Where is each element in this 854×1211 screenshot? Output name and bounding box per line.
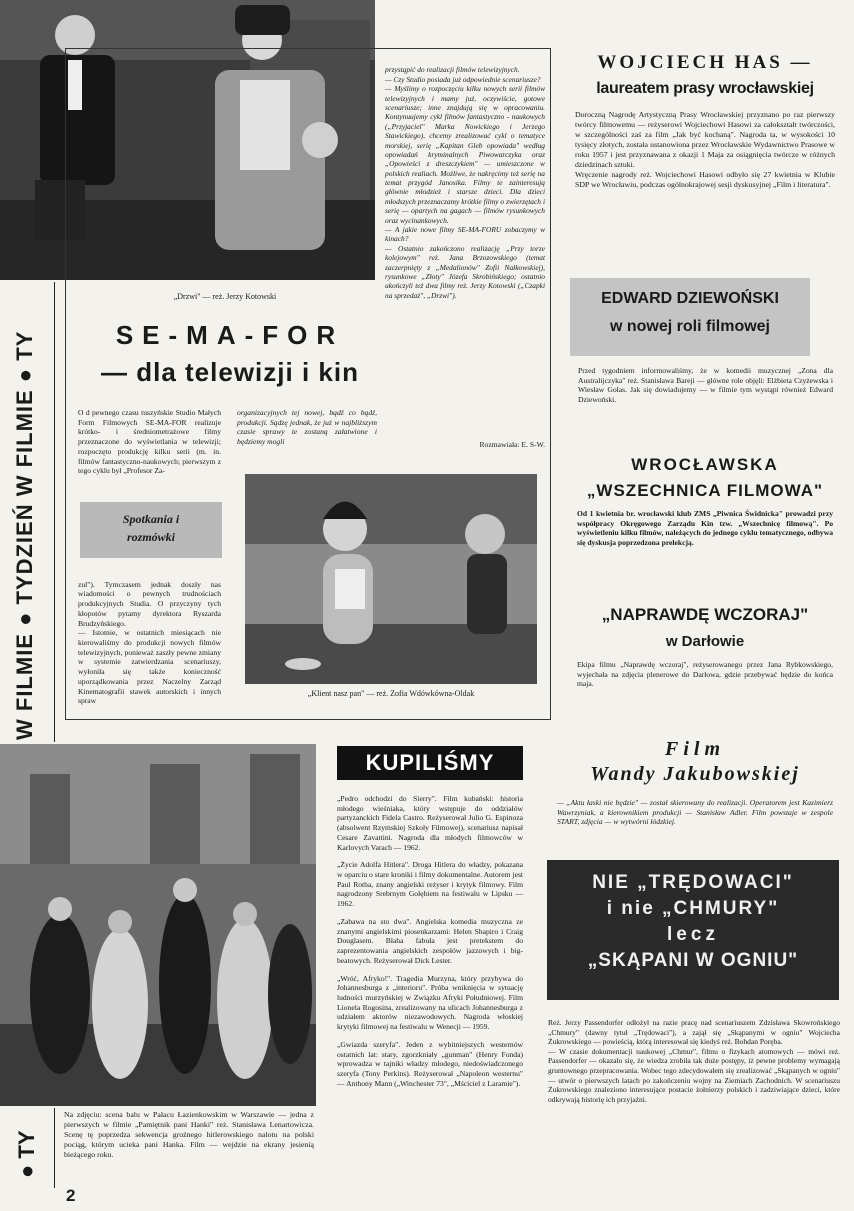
- photo-ball: [0, 744, 316, 1106]
- spotkania-box: [80, 502, 222, 558]
- semafor-title-line1: SE-MA-FOR: [115, 320, 345, 350]
- semafor-title-line2: — dla telewizji i kin: [101, 357, 359, 387]
- kupilismy-item: „Życie Adolfa Hitlera". Droga Hitlera do władzy, pokazana w oparciu o stare kroniki i filmy dokumentalne. Autorem jest Paul Rotha, znany angielski reżyser i krytyk filmowy. Film nagrodzony Srebrnym Gołębiem na festiwalu w Lipsku — 1962.: [337, 860, 524, 909]
- wanda-section: [545, 738, 845, 827]
- wanda-title-2: Wandy Jakubowskiej: [590, 763, 800, 785]
- skapani-title-3: lecz: [667, 924, 719, 945]
- skapani-box: [547, 860, 839, 1000]
- wszechnica-body: Od 1 kwietnia br. wrocławski klub ZMS „Piwnica Świdnicka" prowadzi przy współpracy Okręgowego Zarządu Kin tzw. „Wszechnicę filmową". Po wyświetleniu kilku filmów, należących do jednego cyklu tematycznego, odbywa się dyskusja poprzedzona prelekcją.: [577, 509, 833, 548]
- kupilismy-item: „Pedro odchodzi do Sierry". Film kubański: historia młodego wieśniaka, który wstępuje do oddziałów partyzanckich Fidela Castro. Reżyserował Julio G. Espinoza (absolwent Rzymskiej Szkoły Filmowej), scenariusz napisał Cesare Zavattini. Nagroda dla młodych filmowców w Karlovych Varach — 1962.: [337, 794, 523, 852]
- wczoraj-section: [565, 605, 845, 689]
- wczoraj-title-2: w Darłowie: [665, 633, 745, 650]
- has-title-1: WOJCIECH HAS —: [597, 52, 813, 73]
- dziewonski-title-1: EDWARD DZIEWOŃSKI: [601, 290, 779, 307]
- sidebar-strip: [4, 282, 55, 742]
- semafor-title: [80, 320, 380, 388]
- interview-signature: Rozmawiała: E. S-W.: [479, 440, 545, 449]
- ball-caption: Na zdjęciu: scena balu w Pałacu Łazienkowskim w Warszawie — jedna z pierwszych w filmie „Pamiętnik pani Hanki" reż. Stanisława Lenartowicza. Scenę tę poprzedza sekwencja groźnego hitlerowskiego nalotu na polski pociąg, którym ucieka pani Hanka. Film — wejdzie na ekrany jesienią bieżącego roku.: [64, 1110, 314, 1159]
- kupilismy-title: KUPILIŚMY: [365, 750, 495, 775]
- skapani-title-1: NIE „TRĘDOWACI": [592, 872, 794, 893]
- semafor-body-3-text: zul"). Tymczasem jednak doszły nas wiadomości o pewnych trudnościach produkcyjnych Studia. O przyczyny tych kłopotów pytamy dyrektora Ryszarda Brudzyńskiego. — Istotnie, w ostatnich miesiącach nie kierowaliśmy do produkcji nowych filmów telewizyjnych, ponieważ zaszły pewne zmiany w systemie zatwierdzania scenariuszy, wyłoniła się także konieczność uporządkowania przez Naczelny Zarząd Kinematografii stawek autorskich i innych spraw: [78, 579, 221, 706]
- skapani-title-4: „SKĄPANI W OGNIU": [587, 950, 799, 971]
- kupilismy-item: „Gwiazda szeryfa". Jeden z wybitniejszych westernów ostatnich lat: stary, zgorzkniały „gunman" (Henry Fonda) wprowadza w tajniki władzy młodego, niedoświadczonego szeryfa (Tony Perkins). Reżyserował „Napoleon westernu" — Anthony Mann („Winchester 73", „Mściciel z Laramie").: [337, 1039, 523, 1088]
- semafor-body-2: organizacyjnych tej nowej, bądź co bądź, produkcji. Sądzę jednak, że już w najbliższym czasie sprawy te zostaną załatwione i będziemy mogli: [237, 408, 377, 447]
- spotkania-label: Spotkania i rozmówki: [122, 512, 180, 544]
- dziewonski-body: Przed tygodniem informowaliśmy, że w komedii muzycznej „Zona dla Australijczyka" reż. Stanisława Bareji — główne role objęli: Elżbieta Czyżewska i Wiesław Gołas. Jak się dowiadujemy — w filmie tym wystąpi również Edward Dziewoński.: [578, 366, 833, 405]
- wczoraj-title-1: „NAPRAWDĘ WCZORAJ": [601, 605, 809, 624]
- skapani-title-2: i nie „CHMURY": [606, 898, 780, 919]
- kupilismy-header: [337, 746, 523, 780]
- sidebar-bottom-text: ● TY: [14, 1130, 39, 1178]
- sidebar-bottom-strip: [4, 1108, 55, 1188]
- has-title-2: laureatem prasy wrocławskiej: [596, 80, 814, 97]
- wszechnica-title-1: WROCŁAWSKA: [631, 455, 779, 474]
- sidebar-vertical-text: W FILMIE ● TYDZIEŃ W FILMIE ● TY: [12, 330, 37, 740]
- semafor-body-1: O d pewnego czasu tuszyńskie Studio Małych Form Filmowych SE-MA-FOR realizuje krótko- i średniometrażowe filmy przeznaczone do wyświetlania w telewizji; rozpoczęto produkcję kilku serii (m. in. filmów fantastyczno-naukowych; pierwszym z tego cyklu był „Profesor Za-: [78, 408, 221, 476]
- wanda-body: — „Aktu łaski nie będzie" — został skierowany do realizacji. Operatorem jest Kazimierz Wawrzyniak, a kierownikiem produkcji — Stanisław Adler. Film powstaje w zespole START, zdjęcia — w wytwórni łódzkiej.: [557, 798, 833, 827]
- page-number: 2: [66, 1186, 76, 1205]
- wszechnica-title-2: „WSZECHNICA FILMOWA": [586, 481, 824, 500]
- wszechnica-section: [565, 455, 845, 548]
- has-body: Doroczną Nagrodę Artystyczną Prasy Wrocławskiej przyznano po raz pierwszy twórcy filmowemu — reżyserowi Wojciechowi Hasowi za całokształt twórczości, w szczególności zaś za film „Jak być kochaną". Nagroda ta, w wysokości 10 tysięcy złotych, została ustanowiona przez Wrocławskie Wydawnictwo Prasowe w roku 1957 i jest przyznawana z okazji 1 Maja za osiągnięcia twórcze w różnych dziedzinach sztuki. Wręczenie nagrody reż. Wojciechowi Hasowi odbyło się 27 kwietnia w Klubie SDP we Wrocławiu, podczas ogólnokrajowej sesji dyskusyjnej „Film i literatura".: [575, 110, 835, 189]
- wczoraj-body: Ekipa filmu „Naprawdę wczoraj", reżyserowanego przez Jana Rybkowskiego, wyjechała na zdjęcia plenerowe do Darłowa, gdzie przebywać będzie do końca maja.: [577, 660, 833, 689]
- photo-klient: [245, 474, 537, 684]
- wanda-title-1: Film: [664, 738, 725, 760]
- dziewonski-box: [570, 278, 810, 356]
- skapani-body: Reż. Jerzy Passendorfer odłożył na razie pracę nad scenariuszem Zdzisława Skowrońskiego „Chmury" (dawny tytuł „Trędowaci"), a zajął się „Skąpanymi w ogniu" Wojciecha Żukrowskiego — powieścią, którą interesował się kiedyś reż. Bohdan Poręba. — W czasie dokumentacji naukowej „Chmur", filmu o fizykach atomowych — mówi reż. Passendorfer — okazało się, że wiedza zrobiła tak duże postępy, iż pewne problemy wymagają gruntownego przepracowania. Wobec tego zdecydowałem się zrealizować „Skąpanych w ogniu" — utwór o pierwszych latach po zakończeniu wojny na Ziemiach Zachodnich. W scenariuszu Żukrowskiego znaleziono interesujące postacie żołnierzy polskich i zadziwiające dzieci, które odkrywają historię ich przyjaźni.: [548, 1018, 840, 1104]
- kupilismy-item: „Wróć, Afryko!". Tragedia Murzyna, który przybywa do Johannesburga z „interioru". Próba wniknięcia w sytuację ludności murzyńskiej w Związku Afryki Południowej. Film Lionela Rogosina, zrealizowany na ulicach Johannesburga z udziałem aktorów niezawodowych. Nagroda włoskiej krytyki filmowej na festiwalu w Wenecji — 1959.: [337, 973, 523, 1032]
- klient-caption: „Klient nasz pan" — reż. Zofia Wdówkówna-Oldak: [307, 689, 475, 698]
- semafor-body-3: [78, 570, 221, 706]
- drzwi-caption: „Drzwi" — reż. Jerzy Kotowski: [173, 292, 277, 301]
- interview-column: [385, 56, 545, 300]
- dziewonski-title-2: w nowej roli filmowej: [609, 318, 770, 335]
- kupilismy-item: „Zabawa na sto dwa". Angielska komedia muzyczna ze znanymi angielskimi piosenkarzami: Helen Shapiro i Craig Douglasem. Błaha fabuła jest pretekstem do zaprezentowania angielskich zespołów jazzowych i big-beatowych. Reżyserował Dick Lester.: [337, 916, 523, 965]
- has-section: [565, 52, 845, 190]
- interview-text: przystąpić do realizacji filmów telewizyjnych. — Czy Studio posiada już odpowiednie scenariusze? — Myślimy o rozpoczęciu kilku nowych serii filmów telewizyjnych i mamy już, oczywiście, gotowe scenariusze; inne znajdują się w opracowaniu. Kontynuujemy cykl filmów fantastyczno - naukowych („Przyjaciel" Marka Nowickiego i Jerzego Stawickiego), chcemy zrealizować cykl o tematyce morskiej, serię „Kapitan Gleb opowiada" według opowiadań kryminalnych Piwowarczyka oraz „Opowieści z dreszczykiem" — umieszczone w polskich realiach. Możliwe, że nakręcimy też serię na temat przygód Janosika. Filmy te zainteresują głównie młodzież i starsze dzieci. Dla dzieci młodszych przeznaczamy krótkie filmy o zwierzętach i serię — opartych na gagach — filmów rysunkowych oraz wycinankowych. — A jakie nowe filmy SE-MA-FORU zobaczymy w kinach? — Ostatnio zakończono realizację „Przy torze kolejowym" reż. Jana Brzozowskiego (temat zaczerpnięty z „Medalionów" Zofii Nałkowskiej), rysunkowe „Złoty" Józefa Skrobińskiego; ostatnio ukończyli też dwa filmy reż. Jerzy Kotowski („Czapki na sprzedaż", „Drzwi").: [385, 65, 545, 300]
- kupilismy-list: [337, 794, 523, 1091]
